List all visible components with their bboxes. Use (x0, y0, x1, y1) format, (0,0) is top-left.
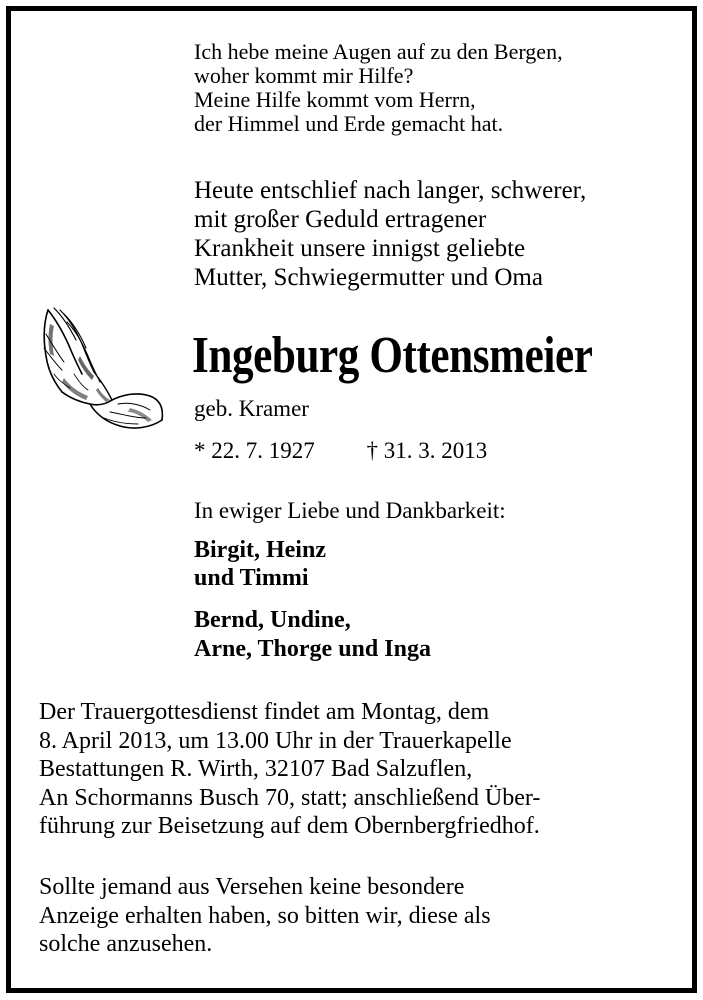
family-line: Birgit, Heinz (194, 537, 326, 563)
psalm-line: Meine Hilfe kommt vom Herrn, (194, 87, 476, 112)
life-dates (194, 437, 487, 465)
psalm-line: woher kommt mir Hilfe? (194, 63, 414, 88)
announcement-line: Mutter, Schwiegermutter und Oma (194, 264, 543, 291)
service-line: führung zur Beisetzung auf dem Obernbergfriedhof. (39, 813, 540, 839)
psalm-line: Ich hebe meine Augen auf zu den Bergen, (194, 39, 563, 64)
notice-paragraph (39, 873, 491, 959)
birth-date: * 22. 7. 1927 (194, 438, 315, 463)
psalm-line: der Himmel und Erde gemacht hat. (194, 111, 504, 136)
psalm-verse (194, 40, 563, 136)
service-line: Bestattungen R. Wirth, 32107 Bad Salzuflen, (39, 756, 473, 782)
notice-line: Sollte jemand aus Versehen keine besondere (39, 874, 465, 900)
maiden-name: geb. Kramer (194, 396, 309, 421)
service-line: An Schormanns Busch 70, statt; anschließend Über- (39, 784, 541, 811)
family-group-1 (194, 536, 326, 592)
family-line: und Timmi (194, 565, 309, 591)
praying-hands-icon (34, 304, 170, 434)
family-line: Arne, Thorge und Inga (194, 636, 431, 662)
death-date: † 31. 3. 2013 (366, 438, 488, 463)
death-announcement (194, 176, 586, 292)
announcement-line: Krankheit unsere innigst geliebte (194, 235, 526, 262)
family-line: Bernd, Undine, (194, 607, 351, 633)
announcement-line: Heute entschlief nach langer, schwerer, (194, 177, 587, 204)
notice-line: solche anzusehen. (39, 931, 213, 957)
deceased-name: Ingeburg Ottensmeier (192, 327, 593, 384)
funeral-service-info (39, 698, 540, 841)
thanks-line: In ewiger Liebe und Dankbarkeit: (194, 498, 506, 523)
announcement-line: mit großer Geduld ertragener (194, 206, 487, 233)
family-group-2 (194, 606, 431, 664)
service-line: Der Trauergottesdienst findet am Montag, dem (39, 699, 490, 725)
notice-line: Anzeige erhalten haben, so bitten wir, diese als (39, 902, 491, 929)
service-line: 8. April 2013, um 13.00 Uhr in der Trauerkapelle (39, 727, 512, 754)
